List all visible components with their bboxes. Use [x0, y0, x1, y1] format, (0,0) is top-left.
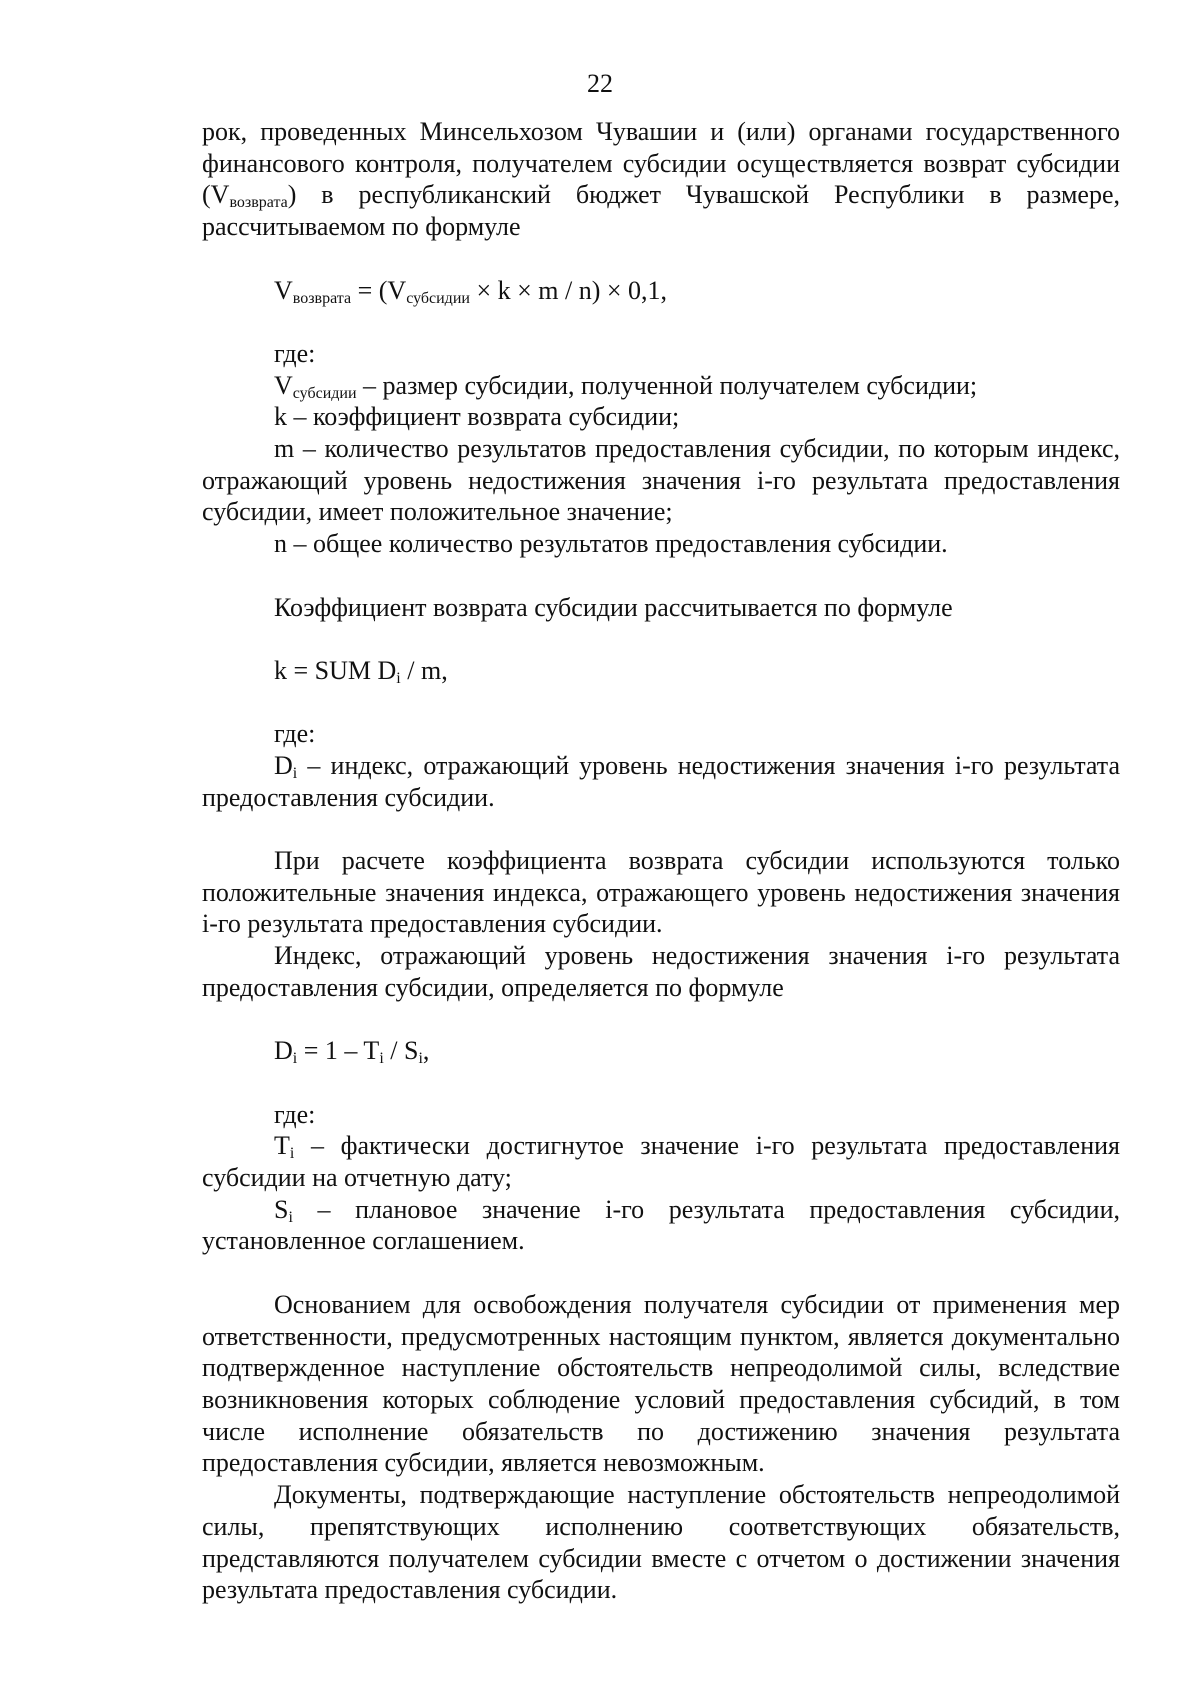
where-label: где: — [274, 338, 316, 368]
where-label: где: — [274, 719, 316, 749]
paragraph-index: Индекс, отражающий уровень недостижения значения i-го результата предоставления субсидии, определяется по формуле — [202, 941, 1120, 1002]
definition-d-i: $D_i$ – индекс, отражающий уровень недостижения значения i-го результата предоставления субсидии. — [202, 750, 1120, 812]
paragraph-basis: Основанием для освобождения получателя субсидии от применения мер ответственности, предусмотренных настоящим пунктом, является документально подтвержденное наступление обстоятельств непреодолимой силы, вследствие возникновения которых соблюдение условий предоставления субсидий, в том числе исполнение обязательств по достижению значения результата предоставления субсидии, является невозможным. — [202, 1289, 1120, 1478]
page-number: 22 — [587, 69, 613, 98]
paragraph-intro: рок, проведенных Минсельхозом Чувашии и (или) органами государственного финансового контроля, получателем субсидии осуществляется возврат субсидии $(V_{возврата})$ в республиканский бюджет Чувашской Республики в размере, рассчитываемом по формуле — [202, 117, 1120, 242]
document-body — [202, 116, 1120, 1606]
paragraph-coefficient: Коэффициент возврата субсидии рассчитывается по формуле — [274, 592, 953, 622]
definition-t-i: $T_i$ – фактически достигнутое значение i-го результата предоставления субсидии на отчетную дату; — [202, 1131, 1120, 1193]
definition-n: n – общее количество результатов предоставления субсидии. — [274, 529, 948, 559]
formula-index: $D_i = 1 - T_i / S_i$, — [274, 1036, 430, 1068]
formula-coefficient: k = SUM $D_i$ / m, — [274, 655, 448, 687]
definition-k: k – коэффициент возврата субсидии; — [274, 402, 680, 432]
paragraph-documents: Документы, подтверждающие наступление обстоятельств непреодолимой силы, препятствующих исполнению соответствующих обязательств, представляются получателем субсидии вместе с отчетом о достижении значения результата предоставления субсидии. — [202, 1480, 1120, 1605]
definition-s-i: $S_i$ – плановое значение i-го результата предоставления субсидии, установленное соглашением. — [202, 1194, 1120, 1256]
where-label: где: — [274, 1099, 316, 1129]
paragraph-calculation: При расчете коэффициента возврата субсидии используются только положительные значения индекса, отражающего уровень недостижения значения i-го результата предоставления субсидии. — [202, 846, 1120, 939]
definition-m: m – количество результатов предоставления субсидии, по которым индекс, отражающий уровень недостижения значения i-го результата предоставления субсидии, имеет положительное значение; — [202, 434, 1120, 527]
formula-return: $V_{возврата} = (V_{субсидии} \times k \times m / n) \times 0,1$, — [274, 275, 668, 307]
definition-v-subsidy: $V_{субсидии}$ – размер субсидии, полученной получателем субсидии; — [274, 370, 978, 402]
